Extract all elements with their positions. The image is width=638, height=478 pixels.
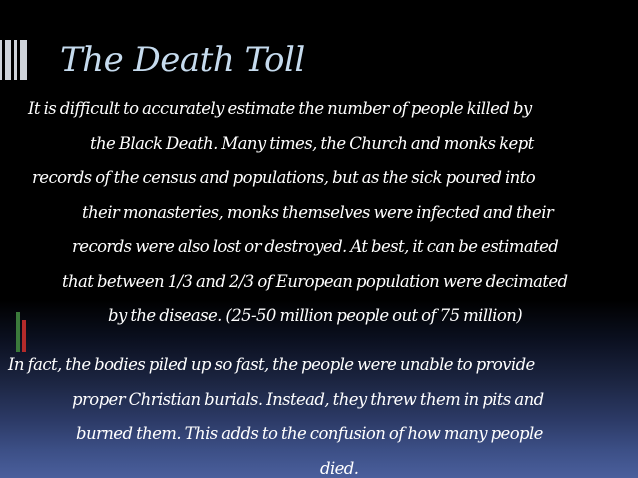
paragraph-death-estimate: [10, 92, 622, 334]
text-line: died.: [320, 458, 359, 478]
text-line: burned them. This adds to the confusion of how many people: [76, 424, 543, 443]
deco-bar: [14, 40, 17, 80]
deco-bar: [20, 40, 27, 80]
slide-title: The Death Toll: [60, 40, 305, 80]
text-line: In fact, the bodies piled up so fast, the people were unable to provide: [8, 355, 535, 374]
deco-bar: [5, 40, 11, 80]
text-line: records of the census and populations, but as the sick poured into: [32, 168, 536, 187]
text-line: records were also lost or destroyed. At best, it can be estimated: [72, 237, 559, 256]
text-line: their monasteries, monks themselves were infected and their: [82, 202, 554, 222]
deco-bar: [0, 40, 2, 80]
text-line: It is difficult to accurately estimate the number of people killed by: [28, 99, 532, 118]
left-decorative-bars-top: [0, 40, 30, 80]
text-line: that between 1/3 and 2/3 of European population were decimated: [62, 271, 568, 291]
text-line: the Black Death. Many times, the Church and monks kept: [90, 133, 534, 153]
paragraph-burials: [2, 348, 634, 478]
text-line: by the disease. (25-50 million people out of 75 million): [108, 306, 523, 325]
text-line: proper Christian burials. Instead, they threw them in pits and: [72, 389, 544, 409]
